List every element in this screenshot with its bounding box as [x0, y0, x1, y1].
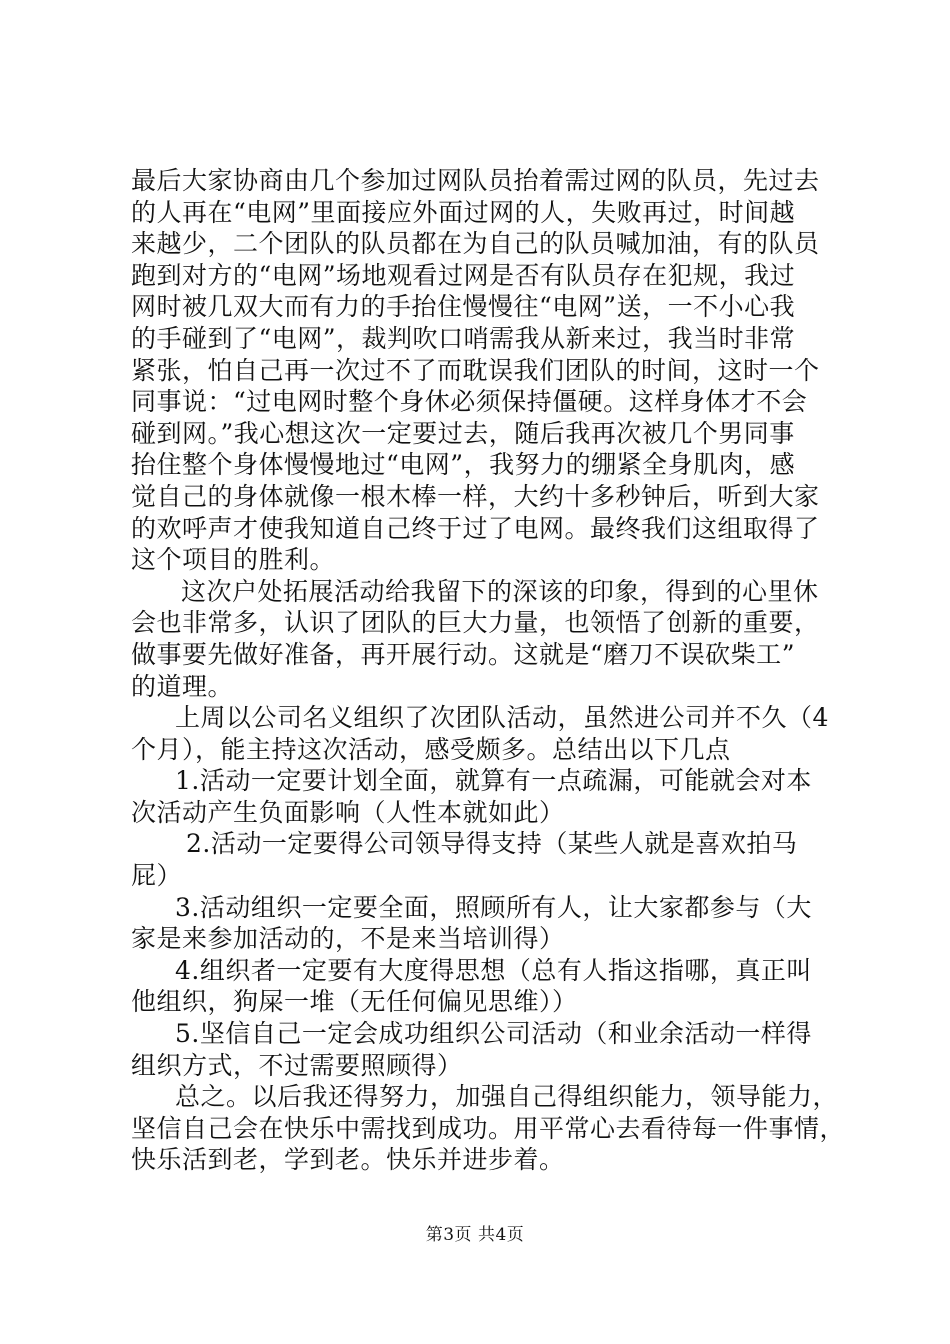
text-line: 的人再在“电网”里面接应外面过网的人，失败再过，时间越 — [131, 197, 796, 227]
text-line: 这个项目的胜利。 — [131, 545, 336, 575]
text-line: 个月），能主持这次活动，感受颇多。总结出以下几点 — [131, 734, 731, 764]
text-line: 抬住整个身体慢慢地过“电网”，我努力的绷紧全身肌肉，感 — [131, 450, 796, 480]
text-line: 最后大家协商由几个参加过网队员抬着需过网的队员，先过去 — [131, 166, 820, 195]
text-line: 的欢呼声才使我知道自己终于过了电网。最终我们这组取得了 — [131, 513, 820, 543]
text-line: 网时被几双大而有力的手抬住慢慢往“电网”送，一不小心我 — [131, 292, 796, 322]
list-item-5: 5.坚信自己一定会成功组织公司活动（和业余活动一样得 — [175, 1019, 812, 1049]
text-line: 组织方式，不过需要照顾得） — [131, 1050, 463, 1080]
paragraph-first-line: 上周以公司名义组织了次团队活动，虽然进公司并不久（4 — [175, 703, 829, 733]
text-line: 他组织，狗屎一堆（无任何偏见思维）） — [131, 987, 578, 1017]
text-line: 快乐活到老，学到老。快乐并进步着。 — [131, 1145, 565, 1175]
text-line: 跑到对方的“电网”场地观看过网是否有队员存在犯规，我过 — [131, 260, 796, 290]
text-line: 紧张，怕自己再一次过不了而耽误我们团队的时间，这时一个 — [131, 355, 820, 385]
list-item-1: 1.活动一定要计划全面，就算有一点疏漏，可能就会对本 — [175, 766, 812, 796]
text-line: 来越少，二个团队的队员都在为自己的队员喊加油，有的队员 — [131, 229, 820, 259]
text-line: 做事要先做好准备，再开展行动。这就是“磨刀不误砍柴工” — [131, 639, 796, 669]
list-item-4: 4.组织者一定要有大度得思想（总有人指这指哪，真正叫 — [175, 955, 812, 985]
page-footer: 第3页 共4页 — [425, 1225, 525, 1245]
paragraph-first-line: 这次户处拓展活动给我留下的深该的印象，得到的心里休 — [181, 576, 819, 606]
text-line: 家是来参加活动的，不是来当培训得） — [131, 924, 565, 954]
text-line: 碰到网。”我心想这次一定要过去，随后我再次被几个男同事 — [131, 418, 795, 448]
text-line: 坚信自己会在快乐中需找到成功。用平常心去看待每一件事情， — [131, 1113, 846, 1143]
document-body — [131, 165, 846, 1176]
list-item-3: 3.活动组织一定要全面，照顾所有人，让大家都参与（大 — [175, 892, 812, 922]
text-line: 屁） — [131, 861, 183, 891]
text-line: 同事说：“过电网时整个身休必须保持僵硬。这样身体才不会 — [131, 387, 808, 417]
text-line: 的道理。 — [131, 671, 234, 701]
text-line: 会也非常多，认识了团队的巨大力量，也领悟了创新的重要， — [131, 608, 820, 638]
text-line: 觉自己的身体就像一根木棒一样，大约十多秒钟后，听到大家 — [131, 481, 820, 511]
text-line: 次活动产生负面影响（人性本就如此） — [131, 797, 565, 827]
text-line: 的手碰到了“电网”，裁判吹口哨需我从新来过，我当时非常 — [131, 323, 796, 353]
paragraph-first-line: 总之。以后我还得努力，加强自己得组织能力，领导能力， — [175, 1082, 839, 1112]
list-item-2: 2.活动一定要得公司领导得支持（某些人就是喜欢拍马 — [186, 829, 798, 859]
